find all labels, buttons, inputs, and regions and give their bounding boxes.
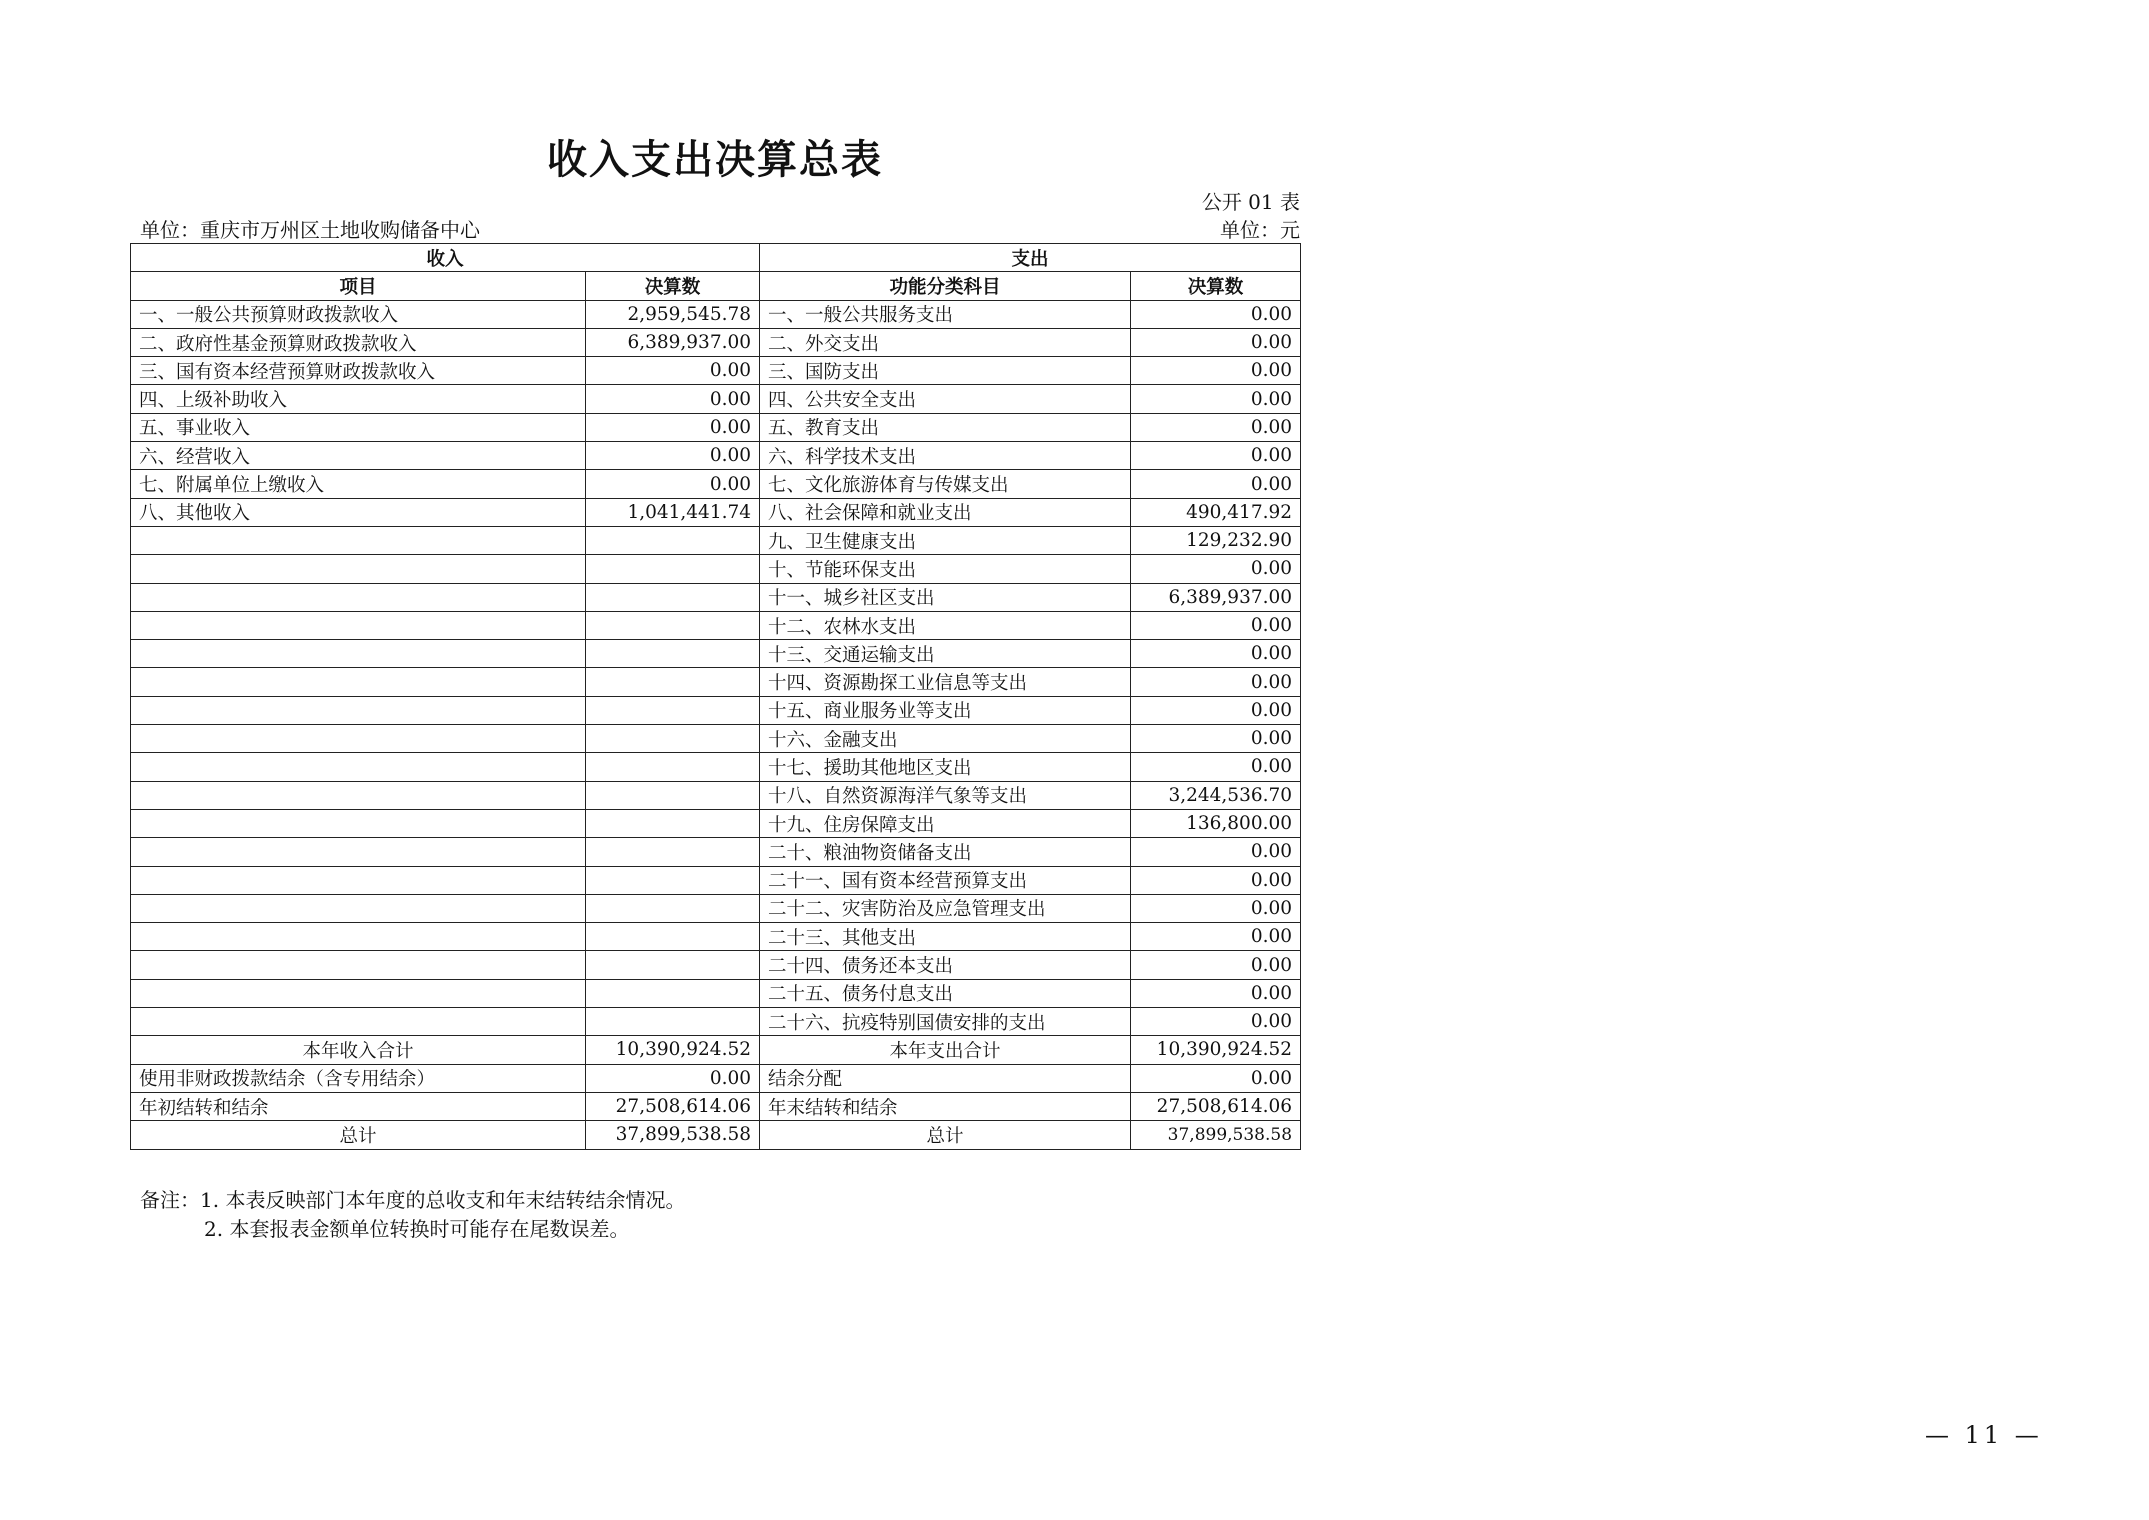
income-item-cell: 六、经营收入 bbox=[131, 442, 586, 470]
column-header-row bbox=[131, 272, 1301, 300]
expense-item-cell: 十、节能环保支出 bbox=[760, 555, 1131, 583]
expense-item-cell: 六、科学技术支出 bbox=[760, 442, 1131, 470]
income-item-cell: 一、一般公共预算财政拨款收入 bbox=[131, 300, 586, 328]
income-item-cell: 八、其他收入 bbox=[131, 498, 586, 526]
expense-item-cell: 二十二、灾害防治及应急管理支出 bbox=[760, 894, 1131, 922]
table-row bbox=[131, 498, 1301, 526]
expense-amount-cell: 0.00 bbox=[1131, 753, 1301, 781]
expense-amount-cell: 0.00 bbox=[1131, 838, 1301, 866]
form-code: 公开 01 表 bbox=[1201, 190, 1300, 214]
income-amount-cell: 37,899,538.58 bbox=[586, 1121, 760, 1149]
income-amount-cell bbox=[586, 809, 760, 837]
table-row bbox=[131, 725, 1301, 753]
expense-amount-cell: 10,390,924.52 bbox=[1131, 1036, 1301, 1064]
income-item-cell bbox=[131, 526, 586, 554]
col-header-amount-2: 决算数 bbox=[1131, 272, 1301, 300]
income-amount-cell bbox=[586, 753, 760, 781]
table-row bbox=[131, 583, 1301, 611]
page-title: 收入支出决算总表 bbox=[547, 137, 883, 183]
table-row bbox=[131, 611, 1301, 639]
expense-item-cell: 二十三、其他支出 bbox=[760, 923, 1131, 951]
income-amount-cell bbox=[586, 555, 760, 583]
expense-amount-cell: 0.00 bbox=[1131, 442, 1301, 470]
expense-amount-cell: 0.00 bbox=[1131, 979, 1301, 1007]
expense-amount-cell: 0.00 bbox=[1131, 640, 1301, 668]
income-amount-cell: 0.00 bbox=[586, 1064, 760, 1092]
expense-item-cell: 年末结转和结余 bbox=[760, 1092, 1131, 1120]
expense-item-cell: 十四、资源勘探工业信息等支出 bbox=[760, 668, 1131, 696]
income-item-cell bbox=[131, 838, 586, 866]
expense-amount-cell: 0.00 bbox=[1131, 894, 1301, 922]
table-row bbox=[131, 668, 1301, 696]
income-amount-cell bbox=[586, 838, 760, 866]
income-amount-cell: 27,508,614.06 bbox=[586, 1092, 760, 1120]
income-amount-cell bbox=[586, 923, 760, 951]
income-item-cell: 七、附属单位上缴收入 bbox=[131, 470, 586, 498]
income-item-cell: 五、事业收入 bbox=[131, 413, 586, 441]
income-item-cell bbox=[131, 583, 586, 611]
income-item-cell bbox=[131, 951, 586, 979]
table-row bbox=[131, 781, 1301, 809]
subtotal-row bbox=[131, 1036, 1301, 1064]
table-row bbox=[131, 300, 1301, 328]
income-item-cell bbox=[131, 696, 586, 724]
table-row bbox=[131, 357, 1301, 385]
income-amount-cell bbox=[586, 611, 760, 639]
expense-amount-cell: 0.00 bbox=[1131, 385, 1301, 413]
income-item-cell: 年初结转和结余 bbox=[131, 1092, 586, 1120]
expense-amount-cell: 0.00 bbox=[1131, 668, 1301, 696]
expense-amount-cell: 3,244,536.70 bbox=[1131, 781, 1301, 809]
expense-amount-cell: 0.00 bbox=[1131, 725, 1301, 753]
expense-item-cell: 本年支出合计 bbox=[760, 1036, 1131, 1064]
expense-item-cell: 十六、金融支出 bbox=[760, 725, 1131, 753]
table-row bbox=[131, 555, 1301, 583]
table-row bbox=[131, 696, 1301, 724]
expense-amount-cell: 6,389,937.00 bbox=[1131, 583, 1301, 611]
income-item-cell bbox=[131, 555, 586, 583]
income-item-cell bbox=[131, 1008, 586, 1036]
income-amount-cell bbox=[586, 640, 760, 668]
income-amount-cell bbox=[586, 1008, 760, 1036]
expense-amount-cell: 490,417.92 bbox=[1131, 498, 1301, 526]
expense-item-cell: 十九、住房保障支出 bbox=[760, 809, 1131, 837]
income-item-cell bbox=[131, 866, 586, 894]
table-row bbox=[131, 866, 1301, 894]
expense-item-cell: 七、文化旅游体育与传媒支出 bbox=[760, 470, 1131, 498]
income-amount-cell: 0.00 bbox=[586, 413, 760, 441]
expense-item-cell: 八、社会保障和就业支出 bbox=[760, 498, 1131, 526]
expense-amount-cell: 0.00 bbox=[1131, 951, 1301, 979]
expense-amount-cell: 0.00 bbox=[1131, 555, 1301, 583]
income-item-cell bbox=[131, 809, 586, 837]
income-item-cell bbox=[131, 923, 586, 951]
expense-group-header: 支出 bbox=[760, 244, 1301, 272]
table-row bbox=[131, 838, 1301, 866]
income-item-cell bbox=[131, 781, 586, 809]
income-amount-cell: 1,041,441.74 bbox=[586, 498, 760, 526]
income-amount-cell: 10,390,924.52 bbox=[586, 1036, 760, 1064]
expense-item-cell: 二十、粮油物资储备支出 bbox=[760, 838, 1131, 866]
income-expense-table bbox=[130, 243, 1301, 1150]
table-row bbox=[131, 328, 1301, 356]
table-row bbox=[131, 951, 1301, 979]
col-header-item: 项目 bbox=[131, 272, 586, 300]
expense-amount-cell: 129,232.90 bbox=[1131, 526, 1301, 554]
expense-amount-cell: 0.00 bbox=[1131, 866, 1301, 894]
expense-item-cell: 十八、自然资源海洋气象等支出 bbox=[760, 781, 1131, 809]
income-item-cell bbox=[131, 725, 586, 753]
income-item-cell: 三、国有资本经营预算财政拨款收入 bbox=[131, 357, 586, 385]
expense-item-cell: 十一、城乡社区支出 bbox=[760, 583, 1131, 611]
unit-name: 单位：重庆市万州区土地收购储备中心 bbox=[140, 218, 480, 242]
total-row bbox=[131, 1121, 1301, 1149]
income-amount-cell: 0.00 bbox=[586, 442, 760, 470]
expense-item-cell: 总计 bbox=[760, 1121, 1131, 1149]
income-amount-cell: 2,959,545.78 bbox=[586, 300, 760, 328]
expense-item-cell: 十七、援助其他地区支出 bbox=[760, 753, 1131, 781]
table-row bbox=[131, 809, 1301, 837]
group-header-row bbox=[131, 244, 1301, 272]
expense-amount-cell: 0.00 bbox=[1131, 413, 1301, 441]
note-line-1: 备注：1. 本表反映部门本年度的总收支和年末结转结余情况。 bbox=[140, 1188, 686, 1212]
income-item-cell bbox=[131, 640, 586, 668]
income-amount-cell bbox=[586, 696, 760, 724]
expense-item-cell: 四、公共安全支出 bbox=[760, 385, 1131, 413]
table-row bbox=[131, 526, 1301, 554]
expense-amount-cell: 0.00 bbox=[1131, 1064, 1301, 1092]
income-amount-cell: 6,389,937.00 bbox=[586, 328, 760, 356]
currency-unit: 单位：元 bbox=[1220, 218, 1300, 242]
expense-item-cell: 十二、农林水支出 bbox=[760, 611, 1131, 639]
income-amount-cell bbox=[586, 979, 760, 1007]
income-amount-cell: 0.00 bbox=[586, 470, 760, 498]
expense-item-cell: 九、卫生健康支出 bbox=[760, 526, 1131, 554]
expense-item-cell: 二、外交支出 bbox=[760, 328, 1131, 356]
expense-amount-cell: 27,508,614.06 bbox=[1131, 1092, 1301, 1120]
table-row bbox=[131, 385, 1301, 413]
income-item-cell: 四、上级补助收入 bbox=[131, 385, 586, 413]
income-item-cell: 本年收入合计 bbox=[131, 1036, 586, 1064]
expense-item-cell: 二十六、抗疫特别国债安排的支出 bbox=[760, 1008, 1131, 1036]
table-row bbox=[131, 470, 1301, 498]
table-row bbox=[131, 894, 1301, 922]
table-row bbox=[131, 923, 1301, 951]
income-amount-cell bbox=[586, 866, 760, 894]
expense-item-cell: 十三、交通运输支出 bbox=[760, 640, 1131, 668]
income-item-cell: 总计 bbox=[131, 1121, 586, 1149]
table-row bbox=[131, 640, 1301, 668]
income-item-cell: 二、政府性基金预算财政拨款收入 bbox=[131, 328, 586, 356]
expense-amount-cell: 0.00 bbox=[1131, 923, 1301, 951]
expense-item-cell: 二十五、债务付息支出 bbox=[760, 979, 1131, 1007]
table-row bbox=[131, 753, 1301, 781]
expense-item-cell: 二十一、国有资本经营预算支出 bbox=[760, 866, 1131, 894]
table-row bbox=[131, 979, 1301, 1007]
income-group-header: 收入 bbox=[131, 244, 760, 272]
expense-amount-cell: 0.00 bbox=[1131, 470, 1301, 498]
income-amount-cell: 0.00 bbox=[586, 385, 760, 413]
expense-amount-cell: 37,899,538.58 bbox=[1131, 1121, 1301, 1149]
expense-amount-cell: 0.00 bbox=[1131, 1008, 1301, 1036]
table-row bbox=[131, 1064, 1301, 1092]
income-item-cell bbox=[131, 668, 586, 696]
expense-item-cell: 结余分配 bbox=[760, 1064, 1131, 1092]
income-item-cell bbox=[131, 753, 586, 781]
page-number: — 11 — bbox=[1925, 1421, 2043, 1449]
expense-item-cell: 二十四、债务还本支出 bbox=[760, 951, 1131, 979]
income-amount-cell bbox=[586, 526, 760, 554]
table-row bbox=[131, 442, 1301, 470]
expense-amount-cell: 0.00 bbox=[1131, 300, 1301, 328]
expense-amount-cell: 136,800.00 bbox=[1131, 809, 1301, 837]
table-body bbox=[131, 300, 1301, 1149]
notes bbox=[140, 1186, 685, 1244]
table-row bbox=[131, 1092, 1301, 1120]
expense-amount-cell: 0.00 bbox=[1131, 696, 1301, 724]
col-header-amount: 决算数 bbox=[586, 272, 760, 300]
income-amount-cell bbox=[586, 951, 760, 979]
income-amount-cell: 0.00 bbox=[586, 357, 760, 385]
income-amount-cell bbox=[586, 781, 760, 809]
expense-amount-cell: 0.00 bbox=[1131, 357, 1301, 385]
expense-amount-cell: 0.00 bbox=[1131, 611, 1301, 639]
income-amount-cell bbox=[586, 894, 760, 922]
income-item-cell bbox=[131, 979, 586, 1007]
income-amount-cell bbox=[586, 668, 760, 696]
note-line-2: 2. 本套报表金额单位转换时可能存在尾数误差。 bbox=[204, 1217, 630, 1241]
income-item-cell bbox=[131, 894, 586, 922]
income-amount-cell bbox=[586, 583, 760, 611]
table-row bbox=[131, 1008, 1301, 1036]
col-header-function: 功能分类科目 bbox=[760, 272, 1131, 300]
table-row bbox=[131, 413, 1301, 441]
expense-item-cell: 一、一般公共服务支出 bbox=[760, 300, 1131, 328]
income-item-cell: 使用非财政拨款结余（含专用结余） bbox=[131, 1064, 586, 1092]
expense-amount-cell: 0.00 bbox=[1131, 328, 1301, 356]
expense-item-cell: 十五、商业服务业等支出 bbox=[760, 696, 1131, 724]
expense-item-cell: 三、国防支出 bbox=[760, 357, 1131, 385]
income-amount-cell bbox=[586, 725, 760, 753]
expense-item-cell: 五、教育支出 bbox=[760, 413, 1131, 441]
income-item-cell bbox=[131, 611, 586, 639]
